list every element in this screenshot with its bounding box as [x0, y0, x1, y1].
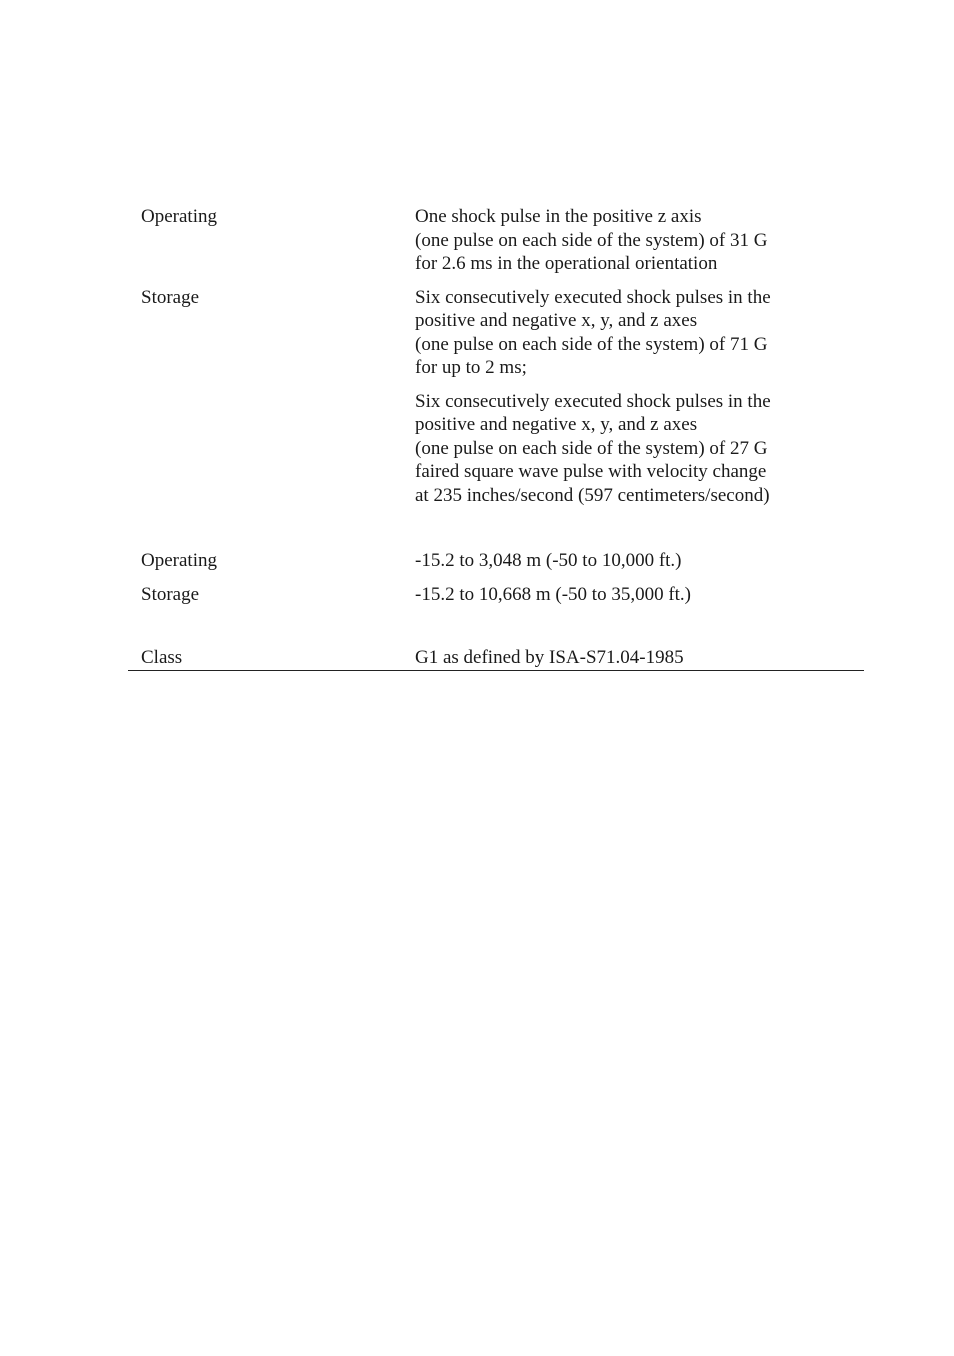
shock-storage-p1-line-3: (one pulse on each side of the system) of 71 G: [415, 333, 768, 355]
altitude-storage-row: [128, 583, 864, 607]
shock-storage-label: Storage: [141, 286, 200, 308]
contaminant-class-label: Class: [141, 647, 183, 668]
shock-storage-p2-line-1: Six consecutively executed shock pulses in the: [415, 390, 771, 412]
altitude-operating-label: Operating: [141, 550, 217, 571]
shock-storage-p2-line-4: faired square wave pulse with velocity change: [415, 461, 767, 482]
contaminant-class-value: G1 as defined by ISA-S71.04-1985: [415, 647, 684, 668]
altitude-operating-row: [128, 549, 864, 573]
shock-storage-p2-line-3: (one pulse on each side of the system) of 27 G: [415, 437, 768, 459]
shock-operating-line-1: One shock pulse in the positive z axis: [415, 206, 702, 227]
shock-storage-value: [415, 286, 860, 508]
shock-operating-value: [415, 205, 860, 276]
shock-storage-p2-line-5: at 235 inches/second (597 centimeters/second): [415, 484, 770, 506]
shock-operating-row: [128, 205, 864, 276]
environmental-spec-table: [128, 205, 864, 671]
shock-storage-p2-line-2: positive and negative x, y, and z axes: [415, 414, 698, 435]
altitude-storage-label: Storage: [141, 583, 200, 605]
shock-operating-line-2: (one pulse on each side of the system) of 31 G: [415, 229, 768, 251]
shock-storage-paragraph-1: [415, 286, 860, 380]
altitude-storage-value: -15.2 to 10,668 m (-50 to 35,000 ft.): [415, 583, 692, 605]
shock-storage-paragraph-2: [415, 390, 860, 508]
shock-operating-line-3: for 2.6 ms in the operational orientation: [415, 253, 718, 274]
shock-storage-p1-line-2: positive and negative x, y, and z axes: [415, 310, 698, 331]
shock-storage-p1-line-1: Six consecutively executed shock pulses in the: [415, 286, 771, 308]
shock-operating-label: Operating: [141, 206, 217, 227]
altitude-operating-value: -15.2 to 3,048 m (-50 to 10,000 ft.): [415, 550, 682, 571]
contaminant-class-row: [128, 646, 864, 670]
shock-storage-p1-line-4: for up to 2 ms;: [415, 357, 527, 378]
shock-storage-row: [128, 286, 864, 508]
